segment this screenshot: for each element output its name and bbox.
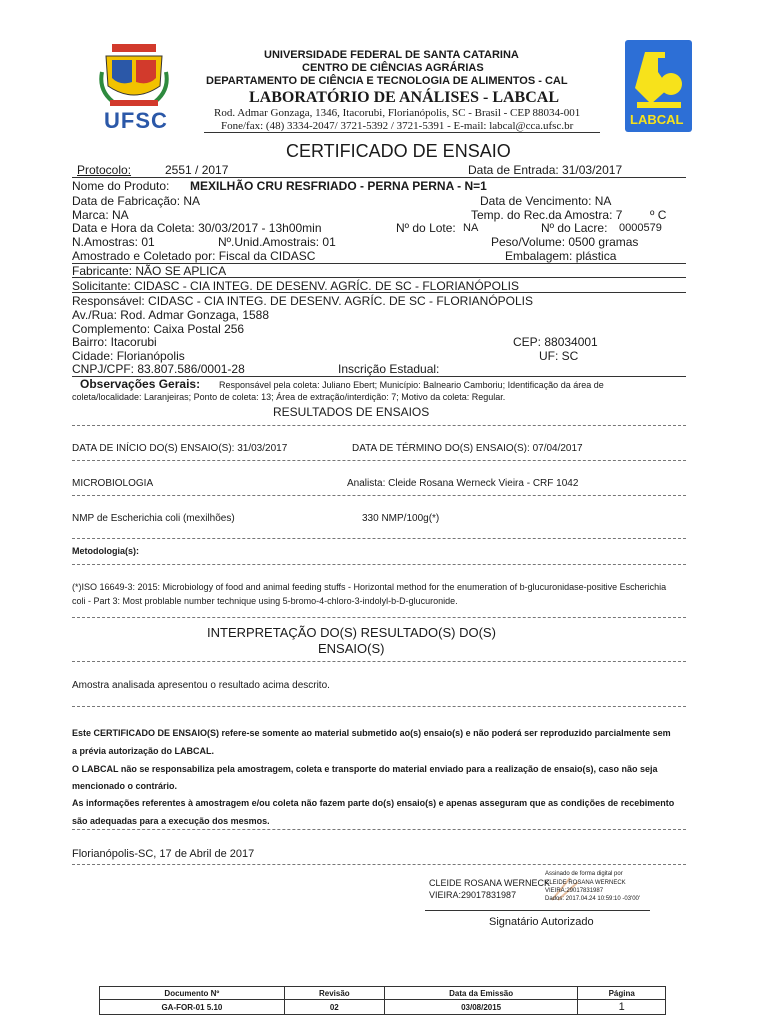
divider <box>72 706 686 707</box>
table-header-row <box>100 987 666 1000</box>
analista: Analista: Cleide Rosana Werneck Vieira - CRF 1042 <box>347 478 579 489</box>
data-emissao-value: 03/08/2015 <box>384 1000 578 1015</box>
digital-sign-line4: Dados: 2017.04.24 10:59:10 -03'00' <box>545 896 641 902</box>
divider <box>72 829 686 830</box>
signature-role: Signatário Autorizado <box>489 916 594 928</box>
lacre-value: 0000579 <box>619 222 662 234</box>
produto-value: MEXILHÃO CRU RESFRIADO - PERNA PERNA - N=1 <box>190 179 487 193</box>
divider <box>72 177 686 178</box>
lote-value: NA <box>463 222 479 234</box>
responsavel: Responsável: CIDASC - CIA INTEG. DE DESENV. AGRÍC. DE SC - FLORIANÓPOLIS <box>72 294 534 308</box>
note-line6: são adequadas para a execução dos mesmos. <box>72 816 270 826</box>
data-vencimento: Data de Vencimento: NA <box>480 194 612 208</box>
place-date: Florianópolis-SC, 17 de Abril de 2017 <box>72 848 255 860</box>
note-line4: mencionado o contrário. <box>72 781 178 791</box>
solicitante: Solicitante: CIDASC - CIA INTEG. DE DESENV. AGRÍC. DE SC - FLORIANÓPOLIS <box>72 279 520 293</box>
lab-contact: Fone/fax: (48) 3334-2047/ 3721-5392 / 3721-5391 - E-mail: labcal@cca.ufsc.br <box>221 120 574 132</box>
peso-volume: Peso/Volume: 0500 gramas <box>491 235 639 249</box>
table-header-cell: Documento Nº <box>100 987 285 1000</box>
header-divider <box>204 132 600 133</box>
note-line1: Este CERTIFICADO DE ENSAIO(S) refere-se somente ao material submetido ao(s) ensaio(s) e não poderá ser reproduzido parcialmente sem <box>72 728 671 738</box>
divider <box>72 495 686 496</box>
divider <box>72 277 686 278</box>
protocolo-value: 2551 / 2017 <box>165 163 229 177</box>
observacoes-line1: Responsável pela coleta: Juliano Ebert; Município: Balneario Camboriu; Identificação da área de <box>219 380 604 390</box>
test-value: 330 NMP/100g(*) <box>362 513 440 524</box>
ufsc-logo-text: UFSC <box>104 108 168 133</box>
signer-name-line1: CLEIDE ROSANA WERNECK <box>429 878 551 888</box>
embalagem: Embalagem: plástica <box>505 249 617 263</box>
temperatura-unit: º C <box>650 208 667 222</box>
table-row <box>100 1000 666 1015</box>
data-entrada: Data de Entrada: 31/03/2017 <box>468 163 623 177</box>
document-control-table <box>99 986 666 1015</box>
center-name: CENTRO DE CIÊNCIAS AGRÁRIAS <box>302 62 484 74</box>
uf: UF: SC <box>539 349 579 363</box>
interpretation-heading-line1: INTERPRETAÇÃO DO(S) RESULTADO(S) DO(S) <box>207 625 496 640</box>
data-coleta: Data e Hora da Coleta: 30/03/2017 - 13h00min <box>72 221 322 235</box>
documento-value: GA-FOR-01 5.10 <box>100 1000 285 1015</box>
digital-sign-line2: CLEIDE ROSANA WERNECK <box>545 880 626 886</box>
inscricao-estadual: Inscrição Estadual: <box>338 362 440 376</box>
data-termino: DATA DE TÉRMINO DO(S) ENSAIO(S): 07/04/2017 <box>352 443 583 454</box>
signature-line <box>425 910 650 911</box>
digital-sign-line3: VIEIRA:29017831987 <box>545 888 604 894</box>
note-line2: a prévia autorização do LABCAL. <box>72 746 215 756</box>
complemento: Complemento: Caixa Postal 256 <box>72 322 245 336</box>
divider <box>72 425 686 426</box>
n-unid-amostrais: Nº.Unid.Amostrais: 01 <box>218 235 336 249</box>
lote-label: Nº do Lote: <box>396 221 456 235</box>
note-line3: O LABCAL não se responsabiliza pela amostragem, coleta e transporte do material enviado para a realização de ensaio(s), caso não seja <box>72 764 658 774</box>
divider <box>72 460 686 461</box>
lab-address: Rod. Admar Gonzaga, 1346, Itacorubi, Florianópolis, SC - Brasil - CEP 88034-001 <box>214 107 581 119</box>
observacoes-label: Observações Gerais: <box>80 377 201 391</box>
revisao-value: 02 <box>284 1000 384 1015</box>
bairro: Bairro: Itacorubi <box>72 335 157 349</box>
metodo-line1: (*)ISO 16649-3: 2015: Microbiology of food and animal feeding stuffs - Horizontal method for the enumeration of b-glucuronidase-positive Escherichia <box>72 582 667 592</box>
divider <box>72 292 686 293</box>
divider <box>72 661 686 662</box>
labcal-logo-text: LABCAL <box>630 112 684 127</box>
signer-name-line2: VIEIRA:29017831987 <box>429 890 517 900</box>
table-header-cell: Página <box>578 987 666 1000</box>
cnpj: CNPJ/CPF: 83.807.586/0001-28 <box>72 362 245 376</box>
interpretation-heading-line2: ENSAIO(S) <box>318 641 385 656</box>
endereco-rua: Av./Rua: Rod. Admar Gonzaga, 1588 <box>72 308 270 322</box>
note-line5: As informações referentes à amostragem e/ou coleta não fazem parte do(s) ensaio(s) e apenas asseguram que as condições de recebimento <box>72 798 675 808</box>
department-name: DEPARTAMENTO DE CIÊNCIA E TECNOLOGIA DE ALIMENTOS - CAL <box>206 75 568 87</box>
temperatura: Temp. do Rec.da Amostra: 7 <box>471 208 623 222</box>
lacre-label: Nº do Lacre: <box>541 221 608 235</box>
data-fabricacao: Data de Fabricação: NA <box>72 194 201 208</box>
cep: CEP: 88034001 <box>513 335 598 349</box>
divider <box>72 538 686 539</box>
test-name: NMP de Escherichia coli (mexilhões) <box>72 513 235 524</box>
ufsc-logo <box>98 42 170 134</box>
metodologia-label: Metodologia(s): <box>72 546 139 556</box>
n-amostras: N.Amostras: 01 <box>72 235 155 249</box>
university-name: UNIVERSIDADE FEDERAL DE SANTA CATARINA <box>264 49 519 61</box>
protocolo-label: Protocolo: <box>77 163 132 177</box>
divider <box>72 864 686 865</box>
area-microbiologia: MICROBIOLOGIA <box>72 478 154 489</box>
results-heading: RESULTADOS DE ENSAIOS <box>273 405 430 419</box>
certificate-title: CERTIFICADO DE ENSAIO <box>286 141 511 161</box>
marca: Marca: NA <box>72 208 129 222</box>
pagina-value: 1 <box>578 1000 666 1015</box>
data-inicio: DATA DE INÍCIO DO(S) ENSAIO(S): 31/03/2017 <box>72 443 288 454</box>
fabricante: Fabricante: NÃO SE APLICA <box>72 264 227 278</box>
cidade: Cidade: Florianópolis <box>72 349 185 363</box>
digital-sign-line1: Assinado de forma digital por <box>545 871 623 877</box>
table-header-cell: Data da Emissão <box>384 987 578 1000</box>
labcal-logo <box>625 40 692 132</box>
table-header-cell: Revisão <box>284 987 384 1000</box>
divider <box>72 617 686 618</box>
divider <box>72 564 686 565</box>
metodo-line2: coli - Part 3: Most problable number technique using 5-bromo-4-chloro-3-indolyl-b-D-glucuronide. <box>72 596 458 606</box>
observacoes-line2: coleta/localidade: Laranjeiras; Ponto de coleta: 13; Área de extração/interdição: 7; Motivo da coleta: Regular. <box>72 392 506 402</box>
amostrado-por: Amostrado e Coletado por: Fiscal da CIDASC <box>72 249 316 263</box>
interpretation-text: Amostra analisada apresentou o resultado acima descrito. <box>72 680 330 691</box>
lab-name: LABORATÓRIO DE ANÁLISES - LABCAL <box>249 89 559 106</box>
produto-label: Nome do Produto: <box>72 179 170 193</box>
